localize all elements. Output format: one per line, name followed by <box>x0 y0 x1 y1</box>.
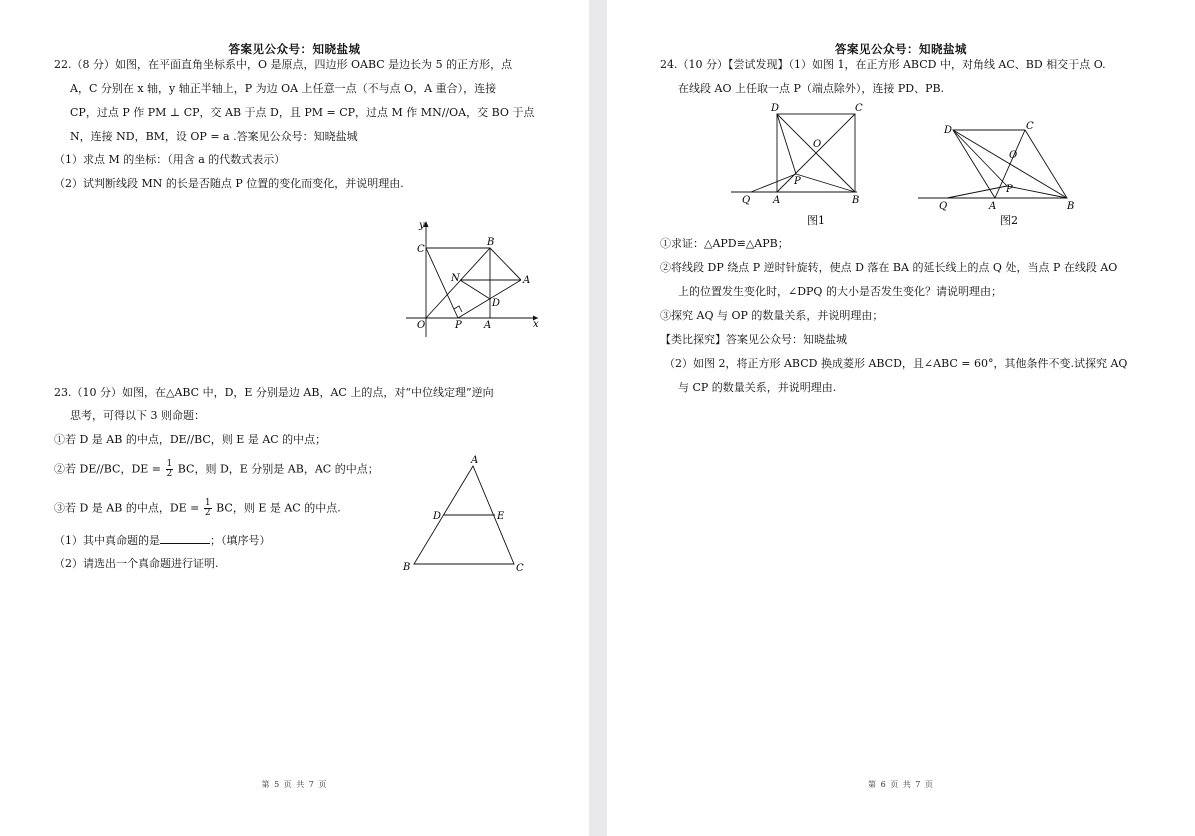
answer-blank[interactable] <box>160 533 210 544</box>
q23-prop-2 <box>54 460 379 479</box>
q23-line-2: 思考，可得以下 3 则命题： <box>70 409 205 422</box>
q24-part-2-line-2: 上的位置发生变化时，∠DPQ 的大小是否发生变化？请说明理由； <box>678 285 1002 298</box>
q24-line-1: 24.（10 分）【尝试发现】（1）如图 1，在正方形 ABCD 中，对角线 AC、BD 相交于点 O. <box>660 58 1106 71</box>
q24-part-3: ③探究 AQ 与 OP 的数量关系，并说明理由； <box>660 309 884 322</box>
fraction-den: 2 <box>166 469 173 479</box>
q23-prop-3 <box>54 499 341 518</box>
q22-label-B: B <box>487 237 495 248</box>
q24-analogy-heading: 【类比探究】答案见公众号：知晓盐城 <box>660 333 847 346</box>
page-header: 答案见公众号：知晓盐城 <box>228 42 361 56</box>
f2-label-A: A <box>989 201 997 212</box>
q23-line-1: 23.（10 分）如图，在△ABC 中，D，E 分别是边 AB，AC 上的点，对“中位线定理”逆向 <box>54 386 494 399</box>
f1-label-C: C <box>855 103 863 114</box>
q23-label-E: E <box>497 511 505 522</box>
f1-label-Q: Q <box>742 195 751 206</box>
f1-label-D: D <box>771 103 780 114</box>
q24-line-2: 在线段 AO 上任取一点 P（端点除外），连接 PD、PB. <box>678 82 945 95</box>
f2-label-Q: Q <box>939 201 948 212</box>
fraction-num: 1 <box>204 498 211 508</box>
f1-label-B: B <box>852 195 860 206</box>
q23-prop-2-post: BC，则 D，E 分别是 AB，AC 的中点； <box>177 462 379 476</box>
page-header: 答案见公众号：知晓盐城 <box>835 42 967 56</box>
q23-sub-1 <box>54 533 271 548</box>
fraction-half <box>166 460 174 479</box>
figure-2-caption: 图2 <box>1000 214 1018 227</box>
q24-part-2-line-1: ②将线段 DP 绕点 P 逆时针旋转，使点 D 落在 BA 的延长线上的点 Q 处，当点 P 在线段 AO <box>660 261 1118 274</box>
q23-sub-1-post: ；（填序号） <box>210 534 271 547</box>
q22-label-N: N <box>451 273 460 284</box>
q23-sub-1-pre: （1）其中真命题的是 <box>54 534 160 547</box>
q22-label-x: x <box>533 319 539 330</box>
q23-figure <box>400 452 530 574</box>
q23-prop-3-post: BC，则 E 是 AC 的中点. <box>216 501 341 515</box>
q22-label-A: A <box>484 320 492 331</box>
fraction-num: 1 <box>166 459 173 469</box>
page-5 <box>0 0 589 836</box>
page-6 <box>607 0 1195 836</box>
q23-sub-2: （2）请选出一个真命题进行证明. <box>54 557 219 570</box>
q22-line-3: CP，过点 P 作 PM ⊥ CP，交 AB 于点 D，且 PM = CP，过点 M 作 MN//OA，交 BO 于点 <box>70 106 535 119</box>
q22-sub-2: （2）试判断线段 MN 的长是否随点 P 位置的变化而变化，并说明理由. <box>54 177 404 190</box>
q22-line-2: A，C 分别在 x 轴，y 轴正半轴上，P 为边 OA 上任意一点（不与点 O，A 重合），连接 <box>70 82 497 95</box>
q22-figure <box>398 215 546 340</box>
f2-label-C: C <box>1026 121 1034 132</box>
q22-label-P: P <box>455 320 462 331</box>
f1-label-A: A <box>773 195 781 206</box>
q24-sub-2-line-1: （2）如图 2，将正方形 ABCD 换成菱形 ABCD，且∠ABC = 60°，其他条件不变.试探究 AQ <box>664 357 1128 370</box>
figure-1-caption: 图1 <box>807 214 825 227</box>
q22-line-4: N，连接 ND，BM，设 OP = a .答案见公众号：知晓盐城 <box>70 130 358 143</box>
q23-prop-1: ①若 D 是 AB 的中点，DE//BC，则 E 是 AC 的中点； <box>54 433 327 446</box>
f2-label-P: P <box>1006 184 1013 195</box>
q23-prop-2-pre: ②若 DE//BC，DE = <box>54 462 162 476</box>
q22-label-O: O <box>417 320 426 331</box>
q23-label-C: C <box>516 563 524 574</box>
fraction-den: 2 <box>204 508 211 518</box>
fraction-half <box>204 499 212 518</box>
q24-figure-1 <box>727 100 867 230</box>
q23-label-B: B <box>403 562 411 573</box>
page-footer: 第 5 页 共 7 页 <box>261 780 328 789</box>
f1-label-P: P <box>794 176 801 187</box>
f1-label-O: O <box>813 139 822 150</box>
q22-label-y: y <box>419 220 425 231</box>
q23-label-A: A <box>471 455 479 466</box>
f2-label-D: D <box>944 125 953 136</box>
page-footer: 第 6 页 共 7 页 <box>868 780 934 789</box>
q24-sub-2-line-2: 与 CP 的数量关系，并说明理由. <box>678 381 837 394</box>
q24-part-1: ①求证：△APD≌△APB； <box>660 237 789 250</box>
q23-prop-3-pre: ③若 D 是 AB 的中点，DE = <box>54 501 200 515</box>
q24-figure-2 <box>915 118 1075 230</box>
q22-sub-1: （1）求点 M 的坐标：（用含 a 的代数式表示） <box>54 153 286 166</box>
f2-label-O: O <box>1009 150 1018 161</box>
f2-label-B: B <box>1067 201 1075 212</box>
q22-label-C: C <box>417 244 425 255</box>
q23-label-D: D <box>433 511 442 522</box>
q22-label-D: D <box>492 298 501 309</box>
q22-label-M: A <box>523 275 531 286</box>
q22-line-1: 22.（8 分）如图，在平面直角坐标系中，O 是原点，四边形 OABC 是边长为 5 的正方形，点 <box>54 58 513 71</box>
